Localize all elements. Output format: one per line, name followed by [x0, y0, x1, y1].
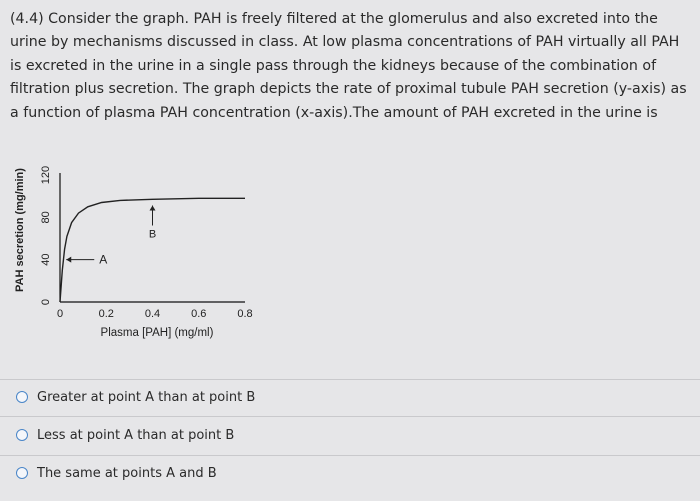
- option-label: The same at points A and B: [37, 465, 217, 481]
- option-less-at-a[interactable]: [16, 424, 234, 446]
- option-label: Less at point A than at point B: [37, 427, 235, 443]
- radio-button-icon[interactable]: [16, 429, 28, 441]
- y-tick-label: 120: [39, 165, 52, 185]
- annotation-label: A: [99, 252, 108, 267]
- radio-button-icon[interactable]: [16, 467, 28, 479]
- chart-svg: [0, 160, 260, 345]
- x-tick-label: 0.8: [237, 308, 253, 320]
- radio-button-icon[interactable]: [16, 391, 28, 403]
- y-tick-label: 0: [39, 298, 52, 306]
- x-tick-label: 0.4: [144, 308, 161, 320]
- divider-1: [0, 416, 700, 417]
- option-same-at-a-and-b[interactable]: [16, 462, 217, 484]
- option-greater-at-a[interactable]: [16, 386, 255, 408]
- y-axis-label: PAH secretion (mg/min): [13, 168, 26, 292]
- y-tick-label: 40: [39, 253, 52, 266]
- x-tick-label: 0.2: [98, 308, 114, 320]
- annotation-b: [149, 205, 156, 240]
- x-tick-label: 0.6: [191, 308, 207, 320]
- arrowhead-icon: [66, 257, 71, 263]
- question-text: (4.4) Consider the graph. PAH is freely filtered at the glomerulus and also excreted into the urine by mechanisms discussed in class. At low plasma concentrations of PAH virtually all PAH is excreted in the urine in a single pass through the kidneys because of the combination of filtration plus secretion. The graph depicts the rate of proximal tubule PAH secretion (y-axis) as a function of plasma PAH concentration (x-axis).The amount of PAH excreted in the urine is: [10, 11, 687, 121]
- x-tick-label: 0: [56, 308, 64, 320]
- divider-top: [0, 379, 700, 380]
- annotation-a: [66, 253, 107, 267]
- annotation-label: B: [148, 228, 157, 241]
- divider-2: [0, 455, 700, 456]
- x-axis-label: Plasma [PAH] (mg/ml): [100, 327, 214, 339]
- y-tick-label: 80: [39, 211, 52, 224]
- pah-secretion-chart: [0, 160, 260, 345]
- arrowhead-icon: [150, 205, 156, 210]
- option-label: Greater at point A than at point B: [37, 389, 256, 405]
